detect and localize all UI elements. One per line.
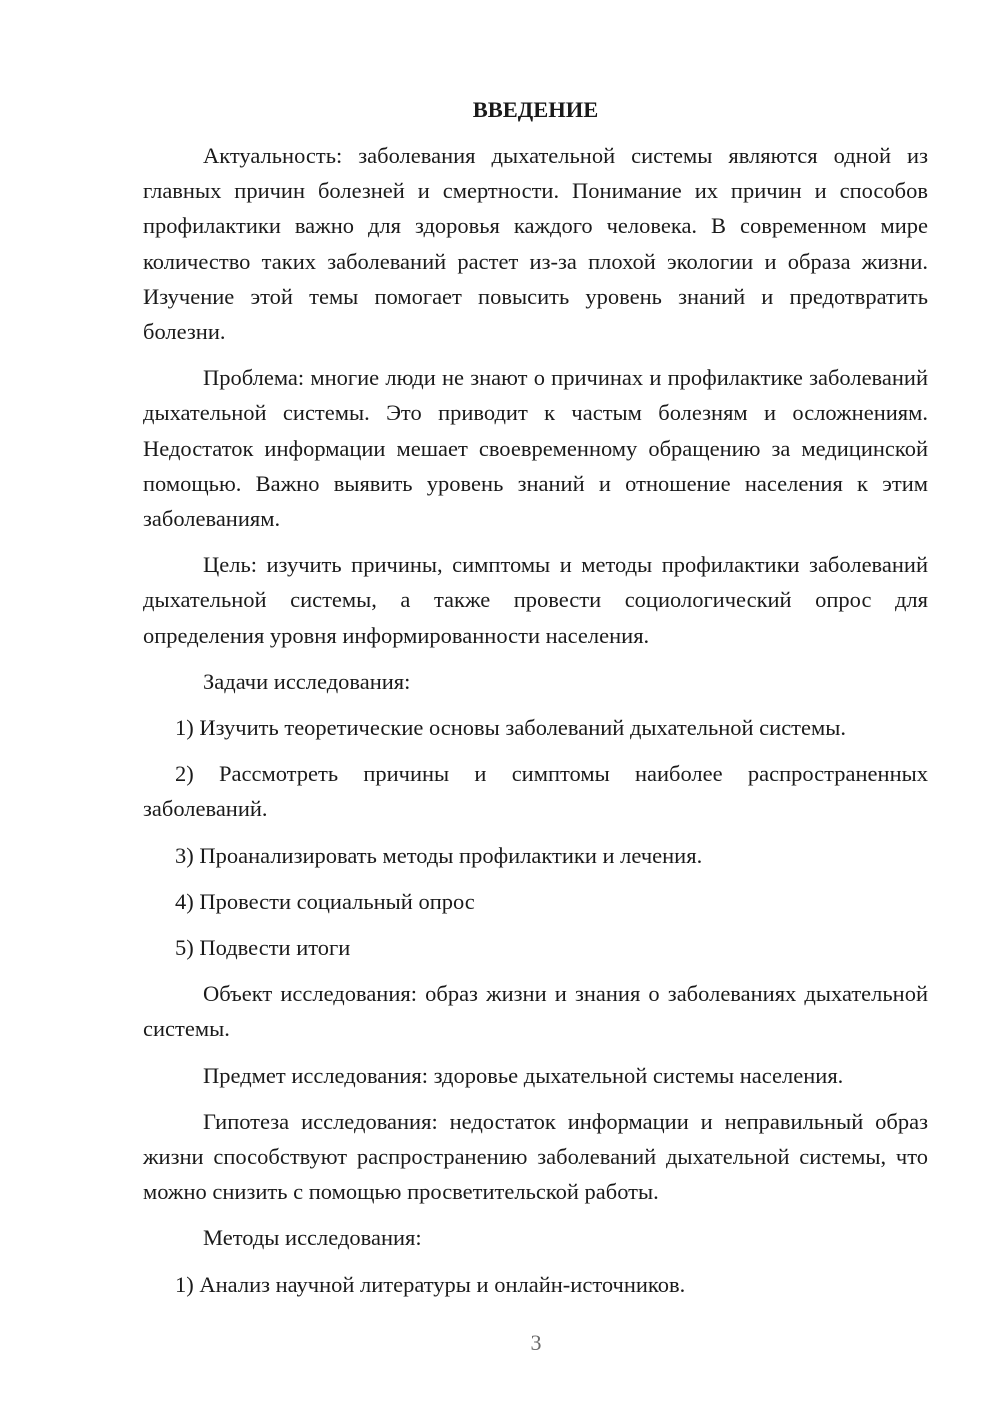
page-heading: ВВЕДЕНИЕ [472, 97, 599, 122]
methods-title: Методы исследования: [203, 1225, 422, 1251]
paragraph-goal: Цель: изучить причины, симптомы и методы профилактики заболеваний дыхательной системы, а также провести социологический опрос для определения уровня информированности населения. [143, 552, 928, 648]
paragraph-subject: Предмет исследования: здоровье дыхательной системы населения. [203, 1062, 844, 1088]
paragraph-problem: Проблема: многие люди не знают о причинах и профилактике заболеваний дыхательной системы. Это приводит к частым болезням и осложнениям. Недостаток информации мешает своевременному обращению за медицинской помощью. Важно выявить уровень знаний и отношение населения к этим заболеваниям. [143, 365, 928, 532]
task-item-5: 5) Подвести итоги [175, 935, 351, 961]
paragraph-object: Объект исследования: образ жизни и знания о заболеваниях дыхательной системы. [143, 981, 928, 1042]
task-item-2: 2) Рассмотреть причины и симптомы наиболее распространенных заболеваний. [143, 761, 928, 822]
task-item-3: 3) Проанализировать методы профилактики и лечения. [175, 842, 703, 868]
page-number: 3 [530, 1330, 542, 1355]
page-content [143, 92, 928, 1313]
paragraph-hypothesis: Гипотеза исследования: недостаток информации и неправильный образ жизни способствуют распространению заболеваний дыхательной системы, что можно снизить с помощью просветительской работы. [143, 1108, 928, 1205]
paragraph-relevance: Актуальность: заболевания дыхательной системы являются одной из главных причин болезней и смертности. Понимание их причин и способов профилактики важно для здоровья каждого человека. В современном мире количество таких заболеваний растет из-за плохой экологии и образа жизни. Изучение этой темы помогает повысить уровень знаний и предотвратить болезни. [143, 143, 928, 345]
tasks-title: Задачи исследования: [203, 668, 411, 694]
task-item-1: 1) Изучить теоретические основы заболеваний дыхательной системы. [175, 715, 846, 741]
method-item-1: 1) Анализ научной литературы и онлайн-источников. [175, 1271, 686, 1297]
task-item-4: 4) Провести социальный опрос [175, 888, 475, 914]
